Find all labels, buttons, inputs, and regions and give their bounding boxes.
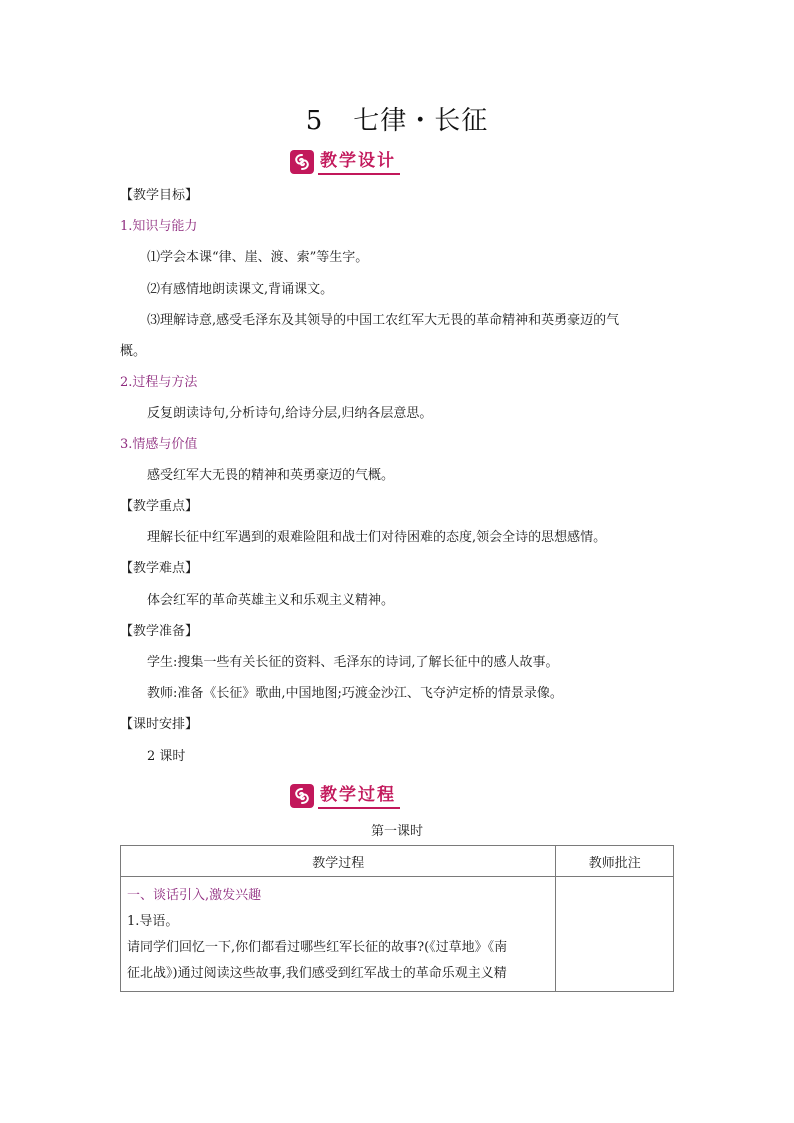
notes-cell [556,877,674,992]
header-notes: 教师批注 [556,846,674,877]
lesson-process-table [120,845,674,992]
lesson-title-text: 七律・长征 [353,106,489,136]
goals-heading: 【教学目标】 [120,188,199,203]
design-section-banner [290,149,400,175]
lesson-title [0,100,794,137]
period-label: 第一课时 [370,824,423,839]
knowledge-item-3: ⑶理解诗意,感受毛泽东及其领导的中国工农红军大无畏的革命精神和英勇豪迈的气 [147,313,620,328]
step-line-1: 请同学们回忆一下,你们都看过哪些红军长征的故事?(《过草地》《南 [127,940,508,955]
swirl-icon [290,784,314,808]
process-section-banner [290,783,400,809]
header-process: 教学过程 [121,846,556,877]
knowledge-title: 1.知识与能力 [120,219,198,234]
difficulties-text: 体会红军的革命英雄主义和乐观主义精神。 [147,593,395,608]
process-cell [121,877,556,992]
design-banner-text: 教学设计 [318,150,400,175]
knowledge-item-3-cont: 概。 [120,344,147,359]
emotion-title: 3.情感与价值 [120,437,198,452]
process-banner-text: 教学过程 [318,784,400,809]
lesson-number: 5 [305,106,324,136]
difficulties-heading: 【教学难点】 [120,561,199,576]
preparation-teacher: 教师:准备《长征》歌曲,中国地图;巧渡金沙江、飞夺泸定桥的情景录像。 [147,686,563,701]
table-row [121,877,674,992]
schedule-text: 2 课时 [147,749,186,764]
key-points-heading: 【教学重点】 [120,499,199,514]
process-title: 2.过程与方法 [120,375,198,390]
step-line-2: 征北战》)通过阅读这些故事,我们感受到红军战士的革命乐观主义精 [127,966,507,981]
knowledge-item-1: ⑴学会本课“律、崖、渡、索”等生字。 [147,250,369,265]
knowledge-item-2: ⑵有感情地朗读课文,背诵课文。 [147,282,334,297]
step-title: 一、谈话引入,激发兴趣 [127,888,262,903]
key-points-text: 理解长征中红军遇到的艰难险阻和战士们对待困难的态度,领会全诗的思想感情。 [147,530,607,545]
swirl-icon [290,150,314,174]
step-subtitle: 1.导语。 [127,914,179,929]
preparation-heading: 【教学准备】 [120,624,199,639]
schedule-heading: 【课时安排】 [120,717,199,732]
emotion-text: 感受红军大无畏的精神和英勇豪迈的气概。 [147,468,395,483]
table-header-row [121,846,674,877]
preparation-student: 学生:搜集一些有关长征的资料、毛泽东的诗词,了解长征中的感人故事。 [147,655,559,670]
process-text: 反复朗读诗句,分析诗句,给诗分层,归纳各层意思。 [147,406,433,421]
